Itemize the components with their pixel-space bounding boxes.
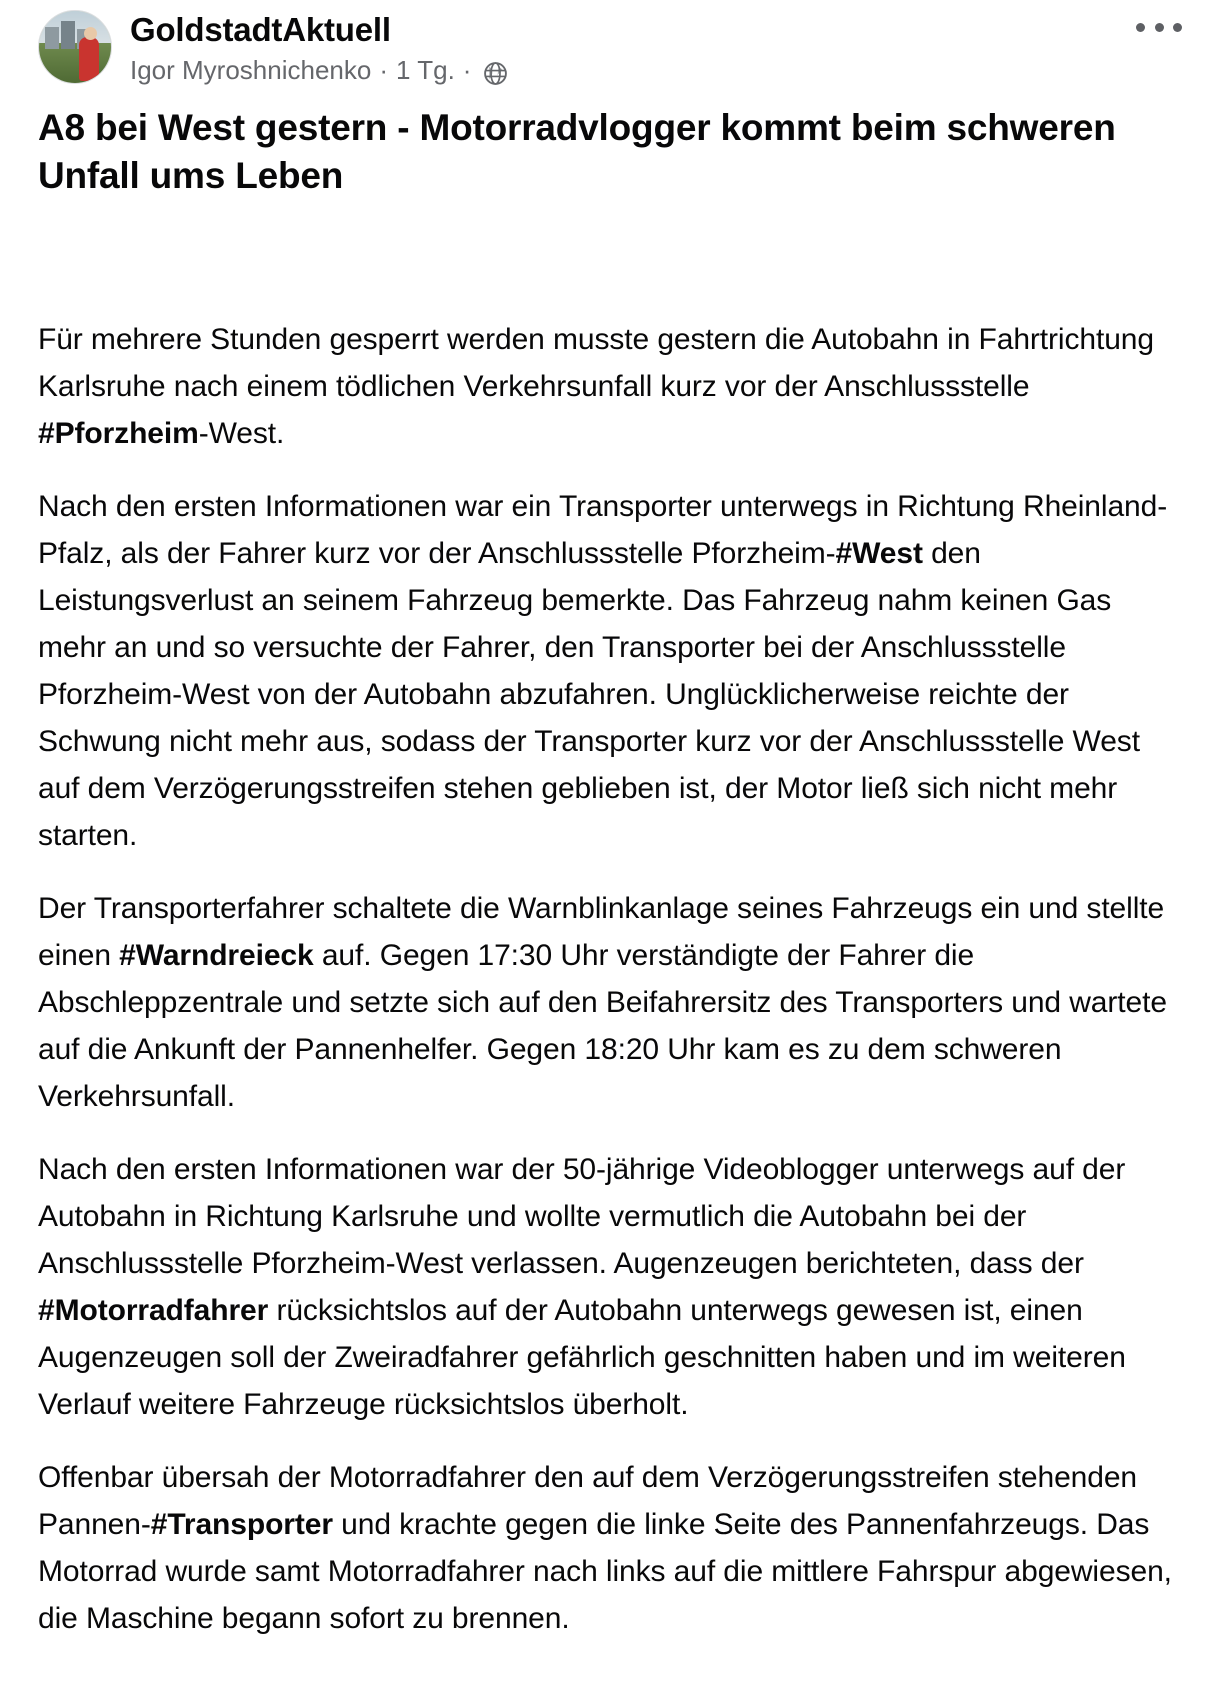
paragraph-text: auf. Gegen 17:30 Uhr verständigte der Fahrer die Abschleppzentrale und setzte sich auf den Beifahrersitz des Transporters und wartete auf die Ankunft der Pannenhelfer. Gegen 18:20 Uhr kam es zu dem schweren Verkehrsunfall. bbox=[38, 939, 1167, 1113]
paragraph-text: den Leistungsverlust an seinem Fahrzeug bemerkte. Das Fahrzeug nahm keinen Gas mehr an und so versuchte der Fahrer, den Transporter bei der Anschlussstelle Pforzheim-West von der Autobahn abzufahren. Unglücklicherweise reichte der Schwung nicht mehr aus, sodass der Transporter kurz vor der Anschlussstelle West auf dem Verzögerungsstreifen stehen geblieben ist, der Motor ließ sich nicht mehr starten. bbox=[38, 537, 1140, 852]
avatar-building bbox=[61, 21, 75, 49]
post-header bbox=[0, 0, 1216, 86]
globe-icon[interactable] bbox=[483, 61, 508, 86]
avatar-building bbox=[45, 27, 59, 49]
page-name[interactable]: GoldstadtAktuell bbox=[130, 11, 391, 48]
paragraph-text: Nach den ersten Informationen war der 50-jährige Videoblogger unterwegs auf der Autobahn in Richtung Karlsruhe und wollte vermutlich die Autobahn bei der Anschlussstelle Pforzheim-West verlassen. Augenzeugen berichteten, dass der bbox=[38, 1153, 1126, 1280]
post-header-text bbox=[130, 8, 1198, 86]
hashtag-link[interactable]: #Warndreieck bbox=[119, 939, 314, 972]
paragraph-text: -West. bbox=[198, 417, 285, 450]
post-paragraph bbox=[38, 483, 1178, 859]
hashtag-link[interactable]: #Transporter bbox=[150, 1508, 333, 1541]
more-dot bbox=[1173, 23, 1182, 32]
more-dot bbox=[1136, 23, 1145, 32]
post-author[interactable]: Igor Myroshnichenko bbox=[130, 55, 372, 85]
paragraph-text: rücksichtslos auf der Autobahn unterwegs gewesen ist, einen Augenzeugen soll der Zweiradfahrer gefährlich geschnitten haben und im weiteren Verlauf weitere Fahrzeuge rücksichtslos überholt. bbox=[38, 1294, 1126, 1421]
meta-separator-1: · bbox=[379, 55, 389, 85]
hashtag-link[interactable]: #West bbox=[835, 537, 923, 570]
more-dot bbox=[1155, 23, 1164, 32]
avatar[interactable] bbox=[38, 10, 112, 84]
post-paragraph bbox=[38, 316, 1178, 457]
meta-separator-2: · bbox=[462, 55, 472, 85]
paragraph-text: Offenbar übersah der Motorradfahrer den auf dem Verzögerungsstreifen stehenden Pannen- bbox=[38, 1461, 1138, 1541]
paragraph-text: Der Transporterfahrer schaltete die Warnblinkanlage seines Fahrzeugs ein und stellte einen bbox=[38, 892, 1165, 972]
post-paragraph bbox=[38, 1146, 1178, 1428]
paragraph-text: und krachte gegen die linke Seite des Pannenfahrzeugs. Das Motorrad wurde samt Motorradfahrer nach links auf die mittlere Fahrspur abgewiesen, die Maschine begann sofort zu brennen. bbox=[38, 1508, 1172, 1635]
post-timestamp[interactable]: 1 Tg. bbox=[396, 55, 455, 85]
post-meta bbox=[130, 54, 1198, 86]
post-more-options-button[interactable] bbox=[1136, 12, 1182, 42]
post-headline: A8 bei West gestern - Motorradvlogger kommt beim schweren Unfall ums Leben bbox=[38, 107, 1116, 196]
post-paragraph bbox=[38, 1454, 1178, 1642]
post-body bbox=[0, 316, 1216, 1642]
hashtag-link[interactable]: #Motorradfahrer bbox=[38, 1294, 269, 1327]
paragraph-text: Für mehrere Stunden gesperrt werden musste gestern die Autobahn in Fahrtrichtung Karlsruhe nach einem tödlichen Verkehrsunfall kurz vor der Anschlussstelle bbox=[38, 323, 1154, 403]
avatar-person bbox=[79, 37, 99, 81]
post-paragraph bbox=[38, 885, 1178, 1120]
avatar-person-head bbox=[84, 27, 97, 40]
paragraph-text: Nach den ersten Informationen war ein Transporter unterwegs in Richtung Rheinland-Pfalz, als der Fahrer kurz vor der Anschlussstelle Pforzheim- bbox=[38, 490, 1168, 570]
hashtag-link[interactable]: #Pforzheim bbox=[38, 417, 199, 450]
